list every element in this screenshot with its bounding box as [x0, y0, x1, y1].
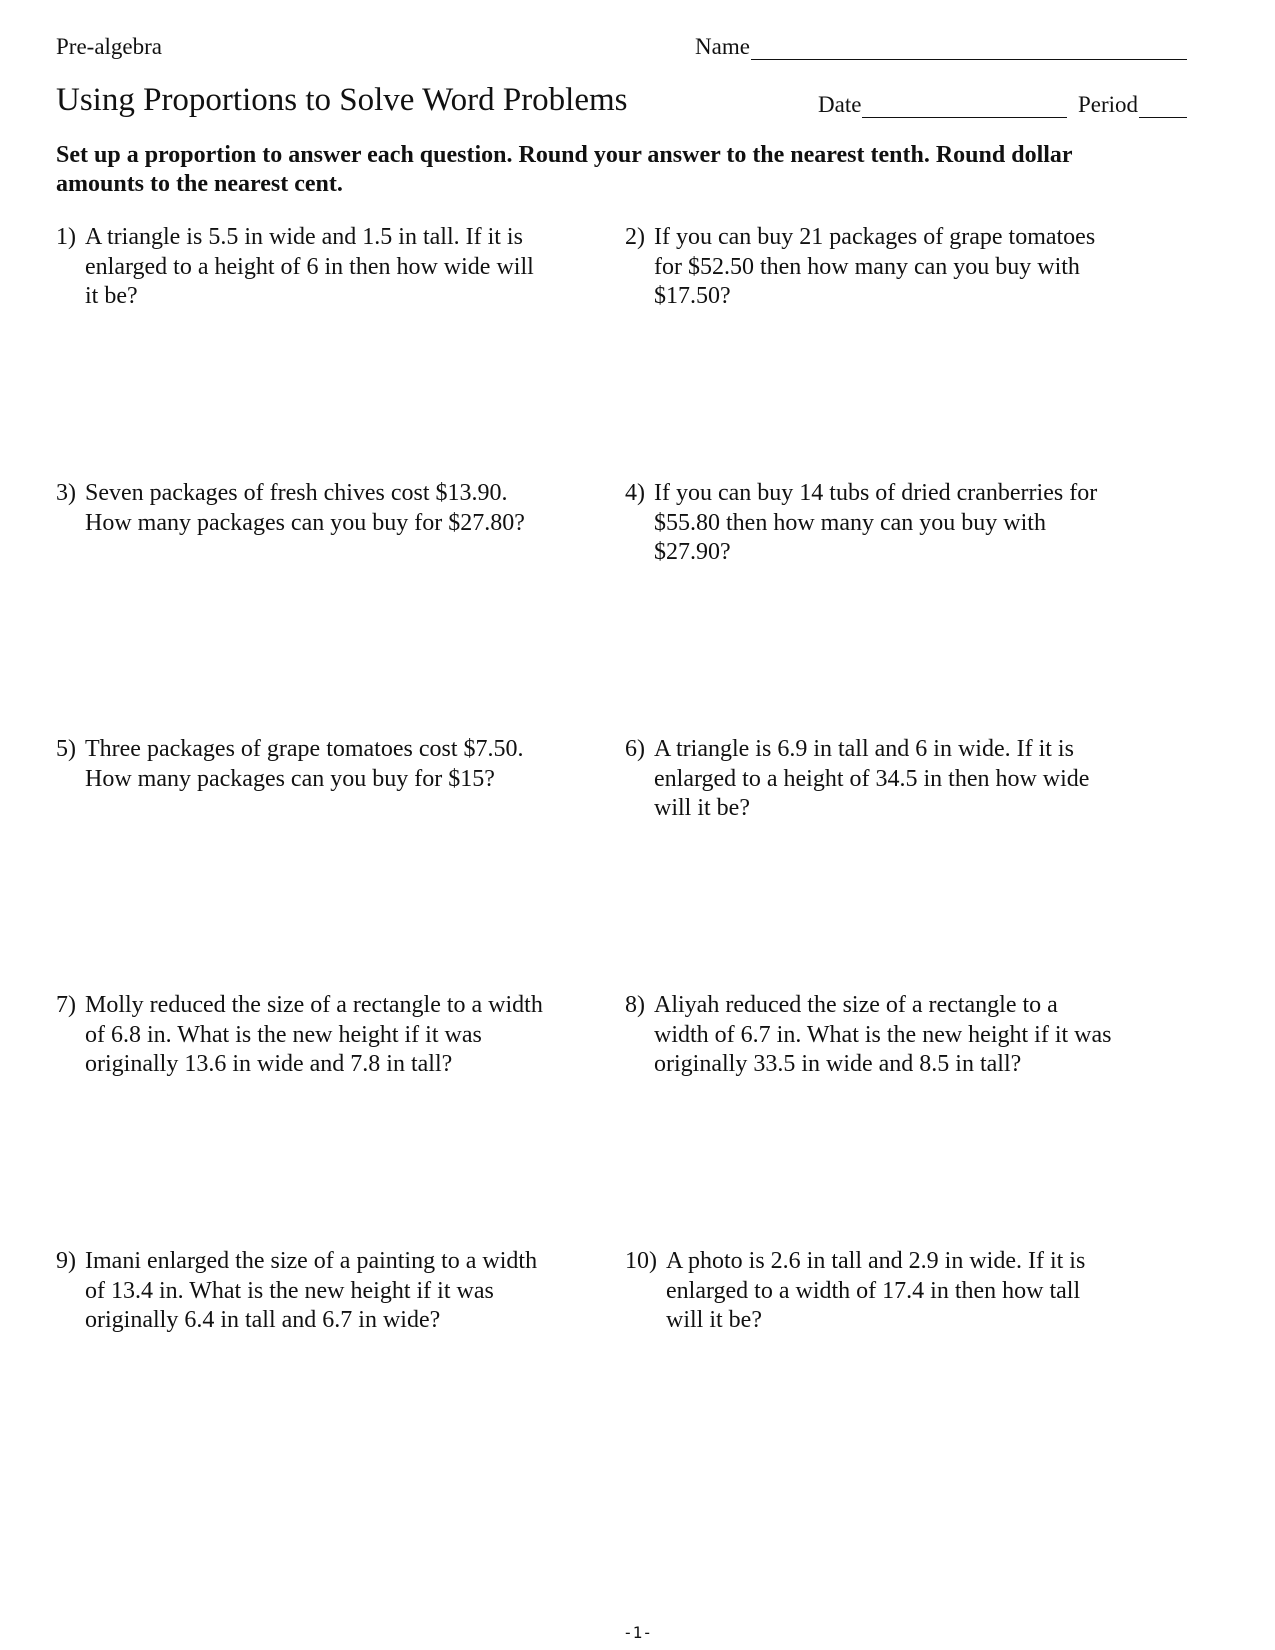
problem-2: [625, 223, 1115, 312]
problem-text: Seven packages of fresh chives cost $13.90. How many packages can you buy for $27.80?: [85, 480, 525, 536]
instructions: Set up a proportion to answer each question. Round your answer to the nearest tenth. Round dollar amounts to the nearest cent.: [56, 142, 1073, 197]
problem-6: [625, 735, 1115, 824]
page-number: -1-: [623, 1623, 652, 1642]
problem-text: Imani enlarged the size of a painting to a width of 13.4 in. What is the new height if it was originally 6.4 in tall and 6.7 in wide?: [85, 1248, 538, 1333]
problem-3: [56, 479, 546, 538]
problem-number: 1): [56, 224, 76, 250]
problem-8: [625, 991, 1115, 1080]
problem-text: If you can buy 14 tubs of dried cranberries for $55.80 then how many can you buy with $27.90?: [654, 480, 1098, 565]
problem-text: A triangle is 5.5 in wide and 1.5 in tall. If it is enlarged to a height of 6 in then how wide will it be?: [85, 224, 534, 309]
problem-text: Aliyah reduced the size of a rectangle to a width of 6.7 in. What is the new height if it was originally 33.5 in wide and 8.5 in tall?: [654, 992, 1112, 1077]
problem-number: 5): [56, 736, 76, 762]
date-blank-line[interactable]: [862, 95, 1067, 118]
problem-5: [56, 735, 546, 794]
date-field: [818, 92, 1067, 118]
problem-text: If you can buy 21 packages of grape tomatoes for $52.50 then how many can you buy with $17.50?: [654, 224, 1096, 309]
problem-number: 10): [625, 1248, 657, 1274]
problem-text: Three packages of grape tomatoes cost $7.50. How many packages can you buy for $15?: [85, 736, 524, 792]
problem-number: 4): [625, 480, 645, 506]
problem-number: 2): [625, 224, 645, 250]
problem-1: [56, 223, 546, 312]
name-field: [695, 34, 1187, 60]
period-blank-line[interactable]: [1139, 95, 1187, 118]
problem-4: [625, 479, 1115, 568]
problem-text: A photo is 2.6 in tall and 2.9 in wide. If it is enlarged to a width of 17.4 in then how tall will it be?: [666, 1248, 1086, 1333]
subject-label: Pre-algebra: [56, 34, 162, 59]
name-label: Name: [695, 34, 750, 59]
problem-number: 9): [56, 1248, 76, 1274]
problem-10: [625, 1247, 1115, 1336]
period-field: [1078, 92, 1187, 118]
problem-number: 7): [56, 992, 76, 1018]
problem-text: Molly reduced the size of a rectangle to a width of 6.8 in. What is the new height if it was originally 13.6 in wide and 7.8 in tall?: [85, 992, 543, 1077]
problem-text: A triangle is 6.9 in tall and 6 in wide. If it is enlarged to a height of 34.5 in then how wide will it be?: [654, 736, 1090, 821]
problem-number: 8): [625, 992, 645, 1018]
period-label: Period: [1078, 92, 1139, 117]
name-blank-line[interactable]: [751, 37, 1187, 60]
problem-number: 6): [625, 736, 645, 762]
problem-9: [56, 1247, 546, 1336]
problem-number: 3): [56, 480, 76, 506]
worksheet-title: Using Proportions to Solve Word Problems: [56, 82, 628, 118]
date-label: Date: [818, 92, 862, 117]
problem-7: [56, 991, 546, 1080]
